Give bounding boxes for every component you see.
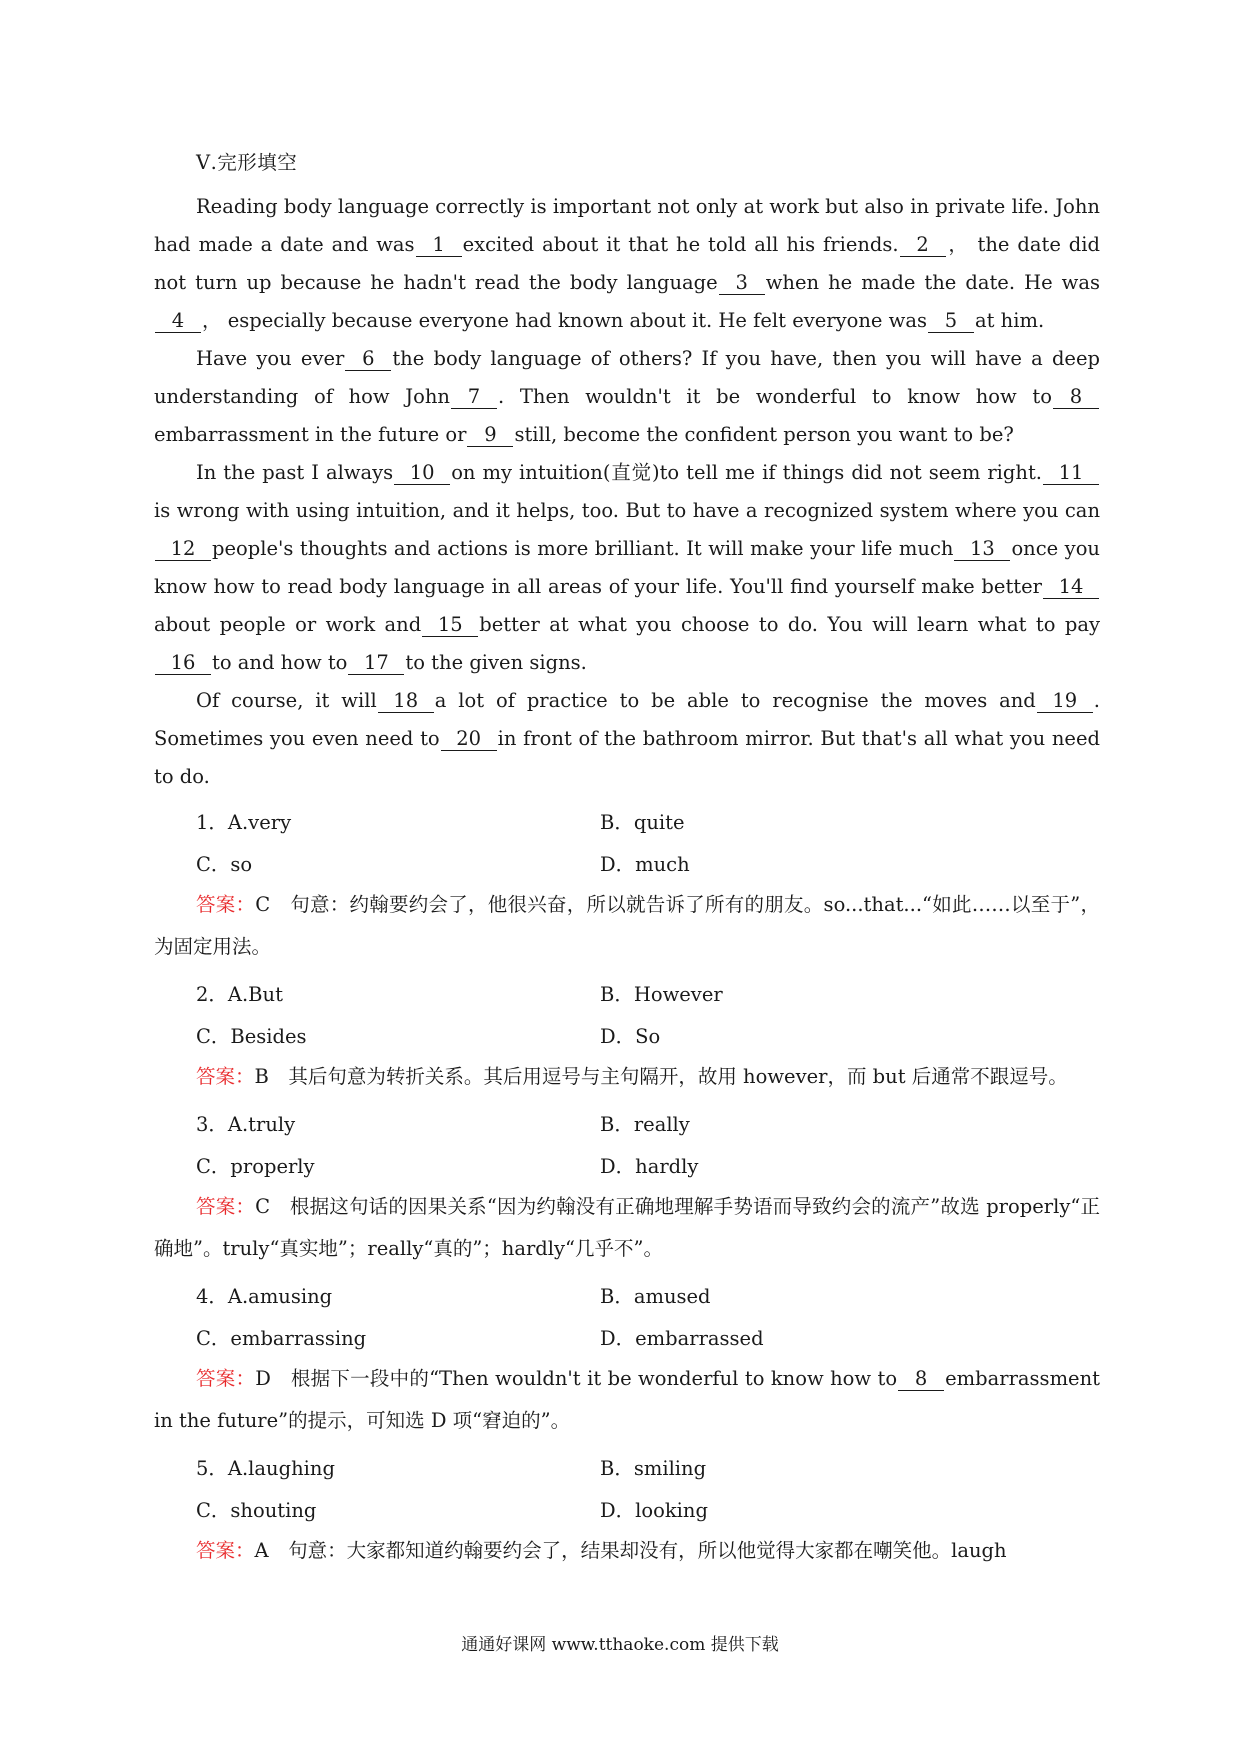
blank-7: 7	[451, 386, 497, 409]
blank-10: 10	[394, 462, 450, 485]
passage-paragraph-3	[154, 454, 1100, 682]
question-5	[154, 1446, 1100, 1572]
passage-text: on my intuition(直觉)to tell me if things did not seem right.	[451, 461, 1042, 484]
answer-label: 答案：	[196, 1367, 256, 1390]
blank-2: 2	[900, 234, 946, 257]
passage-text: Reading body language correctly is important not only at work but also in private life. John had made a date and was	[154, 195, 1100, 256]
answer-explanation	[154, 1530, 1100, 1572]
section-title: Ⅴ.完形填空	[196, 151, 298, 174]
answer-label: 答案：	[196, 1195, 256, 1218]
blank-15: 15	[422, 614, 478, 637]
blank-1: 1	[416, 234, 462, 257]
question-2	[154, 972, 1100, 1098]
option-c: C．embarrassing	[196, 1327, 367, 1350]
option-b: B．amused	[600, 1285, 711, 1308]
blank-20: 20	[441, 728, 497, 751]
passage-text: in front of the bathroom mirror. But that's all what you need to do.	[154, 727, 1100, 788]
blank-19: 19	[1037, 690, 1093, 713]
answer-explanation	[154, 884, 1100, 968]
option-row	[154, 800, 1100, 842]
passage-text: to and how to	[212, 651, 348, 674]
option-a: 4．A.amusing	[196, 1285, 333, 1308]
option-b: B．However	[600, 983, 723, 1006]
question-1	[154, 800, 1100, 968]
option-row	[154, 1014, 1100, 1056]
answer-text: A 句意：大家都知道约翰要约会了，结果却没有，所以他觉得大家都在嘲笑他。laugh	[254, 1539, 1007, 1562]
option-a: 5．A.laughing	[196, 1457, 335, 1480]
blank-3: 3	[719, 272, 765, 295]
option-c: C．so	[196, 853, 253, 876]
option-c: C．shouting	[196, 1499, 317, 1522]
passage-paragraph-1	[154, 188, 1100, 340]
option-row	[154, 1488, 1100, 1530]
answer-label: 答案：	[196, 1539, 255, 1562]
answer-text: C 根据这句话的因果关系“因为约翰没有正确地理解手势语而导致约会的流产”故选 properly“正确地”。truly“真实地”；really“真的”；hardly“几乎不”。	[154, 1195, 1100, 1260]
passage-paragraph-2	[154, 340, 1100, 454]
option-row	[154, 1446, 1100, 1488]
passage-text: is wrong with using intuition, and it helps, too. But to have a recognized system where you can	[154, 499, 1100, 522]
answer-explanation	[154, 1056, 1100, 1098]
passage-text: once you know how to read body language in all areas of your life. You'll find yourself make better	[154, 537, 1100, 598]
answer-text: D 根据下一段中的“Then wouldn't it be wonderful to know how to	[255, 1367, 898, 1390]
option-d: D．looking	[600, 1499, 708, 1522]
question-3	[154, 1102, 1100, 1270]
blank-9: 9	[467, 424, 513, 447]
passage-text: ， the date did not turn up because he hadn't read the body language	[154, 233, 1101, 294]
blank-8-reference: 8	[898, 1368, 944, 1391]
passage-text: excited about it that he told all his friends.	[462, 233, 899, 256]
passage-text: the body language of others? If you have, then you will have a deep understanding of how John	[154, 347, 1100, 408]
blank-12: 12	[155, 538, 211, 561]
blank-13: 13	[954, 538, 1010, 561]
passage-text: better at what you choose to do. You will learn what to pay	[479, 613, 1100, 636]
option-d: D．embarrassed	[600, 1327, 764, 1350]
answer-text: embarrassment in the future”的提示，可知选 D 项“窘迫的”。	[154, 1367, 1100, 1432]
answer-text: C 句意：约翰要约会了，他很兴奋，所以就告诉了所有的朋友。so...that...“如此……以至于”，为固定用法。	[154, 893, 1100, 958]
passage-text: when he made the date. He was	[765, 271, 1100, 294]
option-b: B．quite	[600, 811, 685, 834]
answer-explanation	[154, 1358, 1100, 1442]
option-d: D．So	[600, 1025, 661, 1048]
option-c: C．Besides	[196, 1025, 307, 1048]
option-d: D．much	[600, 853, 690, 876]
option-a: 3．A.truly	[196, 1113, 296, 1136]
option-row	[154, 972, 1100, 1014]
option-row	[154, 1102, 1100, 1144]
option-b: B．really	[600, 1113, 690, 1136]
answer-explanation	[154, 1186, 1100, 1270]
exercise-page	[154, 148, 1100, 1572]
option-b: B．smiling	[600, 1457, 707, 1480]
blank-6: 6	[345, 348, 391, 371]
passage-text: In the past I always	[196, 461, 394, 484]
option-row	[154, 1144, 1100, 1186]
answer-text: B 其后句意为转折关系。其后用逗号与主句隔开，故用 however，而 but 后通常不跟逗号。	[254, 1065, 1068, 1088]
option-d: D．hardly	[600, 1155, 699, 1178]
passage-text: about people or work and	[154, 613, 422, 636]
blank-18: 18	[378, 690, 434, 713]
blank-14: 14	[1043, 576, 1099, 599]
blank-8: 8	[1053, 386, 1099, 409]
passage-paragraph-4	[154, 682, 1100, 796]
blank-4: 4	[155, 310, 201, 333]
question-4	[154, 1274, 1100, 1442]
blank-5: 5	[928, 310, 974, 333]
passage-text: Of course, it will	[196, 689, 377, 712]
passage-text: still, become the confident person you want to be?	[514, 423, 1014, 446]
passage-text: a lot of practice to be able to recognise the moves and	[434, 689, 1036, 712]
page-footer: 通通好课网 www.tthaoke.com 提供下载	[461, 1635, 779, 1655]
passage-text: . Sometimes you even need to	[154, 689, 1100, 750]
passage-text: Have you ever	[196, 347, 345, 370]
passage-text: . Then wouldn't it be wonderful to know how to	[497, 385, 1053, 408]
option-a: 1．A.very	[196, 811, 292, 834]
option-row	[154, 842, 1100, 884]
blank-16: 16	[155, 652, 211, 675]
passage-text: embarrassment in the future or	[154, 423, 467, 446]
option-row	[154, 1316, 1100, 1358]
answer-label: 答案：	[196, 1065, 255, 1088]
blank-11: 11	[1043, 462, 1099, 485]
passage-text: to the given signs.	[405, 651, 587, 674]
option-a: 2．A.But	[196, 983, 283, 1006]
answer-label: 答案：	[196, 893, 256, 916]
blank-17: 17	[348, 652, 404, 675]
passage-text: people's thoughts and actions is more brilliant. It will make your life much	[212, 537, 954, 560]
option-row	[154, 1274, 1100, 1316]
option-c: C．properly	[196, 1155, 315, 1178]
passage-text: at him.	[975, 309, 1045, 332]
passage-text: ， especially because everyone had known about it. He felt everyone was	[202, 309, 927, 332]
